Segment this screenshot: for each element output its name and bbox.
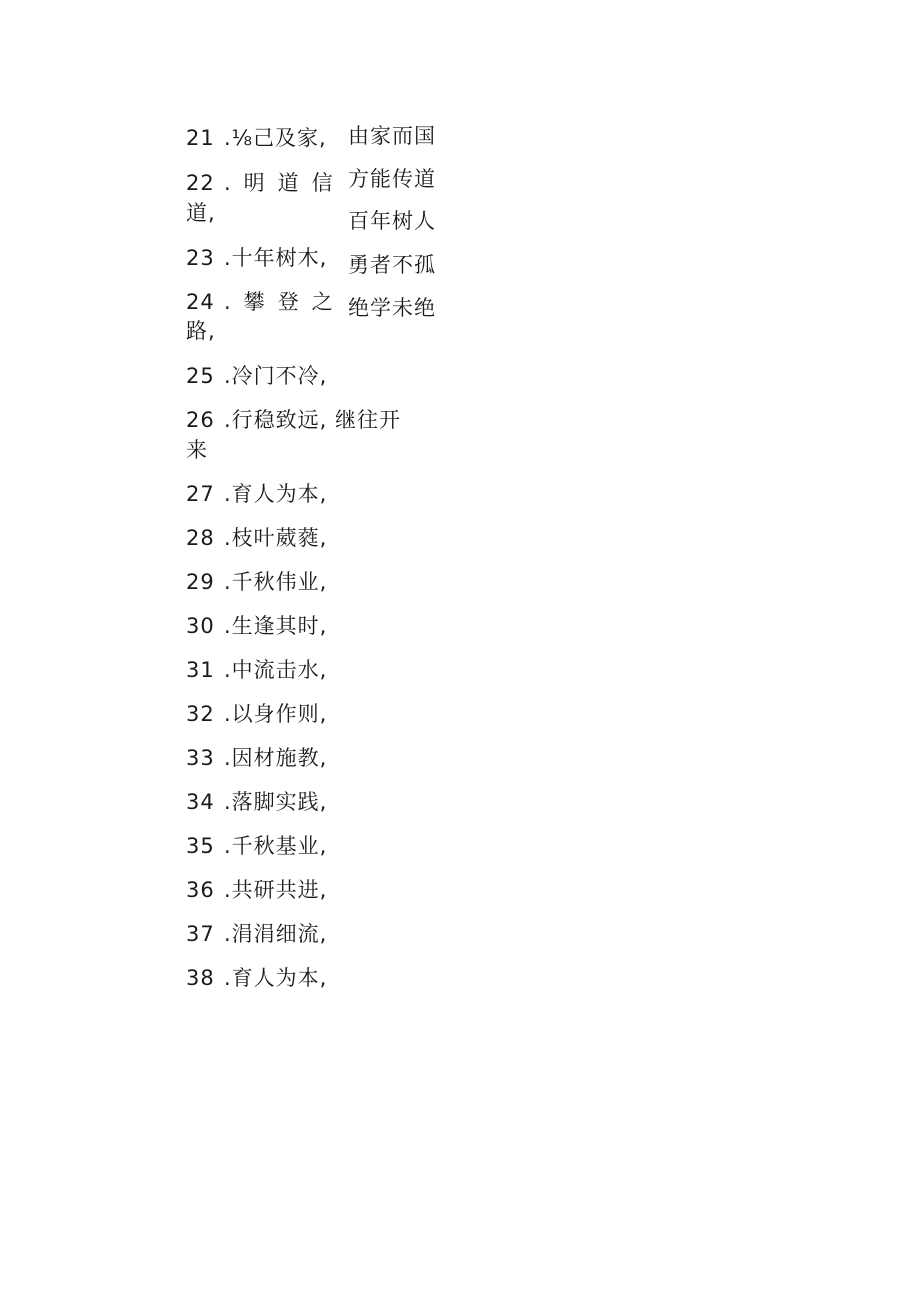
list-item [186, 287, 346, 317]
list-item [186, 361, 327, 391]
item-text: .行稳致远, 继往开 [224, 408, 402, 432]
list-item [186, 743, 327, 773]
list-item [186, 479, 327, 509]
list-item [186, 243, 327, 273]
item-number: 33 [186, 746, 215, 770]
item-number: 32 [186, 702, 215, 726]
item-number: 28 [186, 526, 215, 550]
column2-phrase: 百年树人 [348, 209, 436, 233]
list-item [186, 523, 327, 553]
item-text: .枝叶葳蕤, [224, 526, 328, 550]
item-number: 34 [186, 790, 215, 814]
list-item [186, 787, 327, 817]
list-item [186, 699, 327, 729]
item-text: .共研共进, [224, 878, 328, 902]
item-number: 21 [186, 126, 215, 150]
item-text: .生逢其时, [224, 614, 328, 638]
item-number: 23 [186, 246, 215, 270]
item-text: .明道信 [224, 171, 346, 195]
list-item [186, 168, 346, 198]
column2-phrase: 由家而国 [348, 124, 436, 148]
item-number: 27 [186, 482, 215, 506]
column2-phrase: 绝学未绝 [348, 296, 436, 320]
list-item [186, 963, 327, 993]
list-item [186, 611, 327, 641]
item-text: .十年树木, [224, 246, 328, 270]
item-text: .冷门不冷, [224, 364, 328, 388]
item-number: 25 [186, 364, 215, 388]
list-item [186, 875, 327, 905]
item-text: .以身作则, [224, 702, 328, 726]
item-text: .⅛己及家, [224, 126, 327, 150]
item-text: .育人为本, [224, 482, 328, 506]
item-number: 31 [186, 658, 215, 682]
item-text: .攀登之 [224, 290, 346, 314]
item-number: 36 [186, 878, 215, 902]
item-number: 37 [186, 922, 215, 946]
list-item [186, 919, 327, 949]
item-number: 26 [186, 408, 215, 432]
item-number: 29 [186, 570, 215, 594]
list-item [186, 123, 327, 153]
item-text-continuation: 道, [186, 201, 216, 225]
item-text: .千秋伟业, [224, 570, 328, 594]
item-number: 24 [186, 290, 215, 314]
item-text-continuation: 来 [186, 438, 208, 462]
item-text-continuation: 路, [186, 319, 216, 343]
item-number: 35 [186, 834, 215, 858]
list-item [186, 831, 327, 861]
column2-phrase: 方能传道 [348, 167, 436, 191]
item-text: .涓涓细流, [224, 922, 328, 946]
item-number: 22 [186, 171, 215, 195]
list-item [186, 405, 401, 435]
item-number: 30 [186, 614, 215, 638]
list-item [186, 567, 327, 597]
item-text: .育人为本, [224, 966, 328, 990]
column2-phrase: 勇者不孤 [348, 253, 436, 277]
item-text: .落脚实践, [224, 790, 328, 814]
item-number: 38 [186, 966, 215, 990]
item-text: .中流击水, [224, 658, 328, 682]
item-text: .千秋基业, [224, 834, 328, 858]
item-text: .因材施教, [224, 746, 328, 770]
list-item [186, 655, 327, 685]
